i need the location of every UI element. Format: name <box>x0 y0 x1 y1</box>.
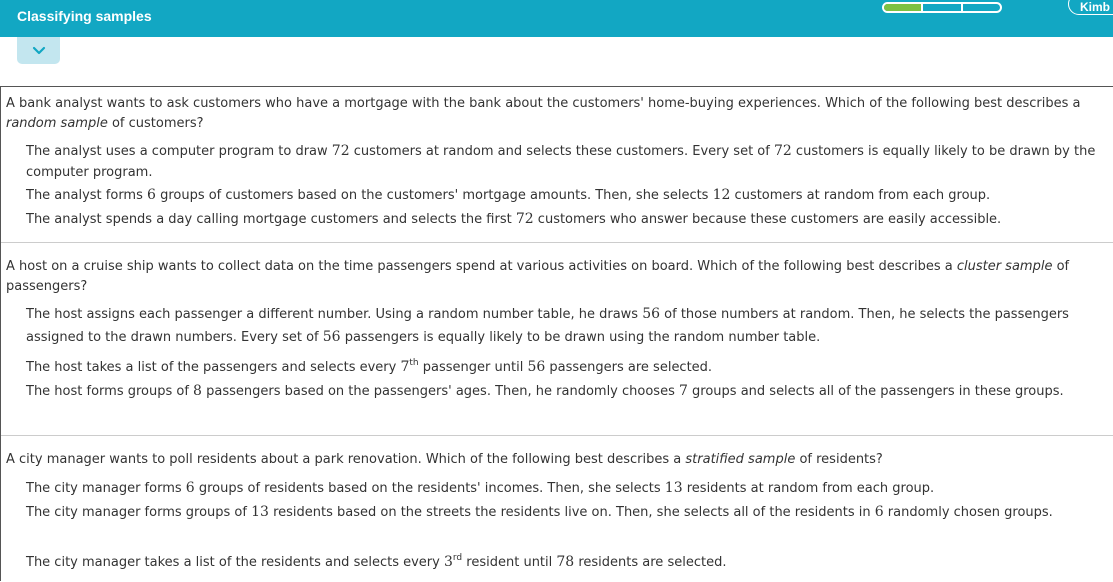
question-item <box>1 243 1113 436</box>
answer-option[interactable]: The city manager takes a list of the residents and selects every 3rd resident until 78 residents are selected. <box>26 552 727 570</box>
answer-option[interactable]: The host forms groups of 8 passengers based on the passengers' ages. Then, he randomly chooses 7 groups and selects all of the passengers in these groups. <box>26 383 1064 399</box>
answer-option[interactable]: The host takes a list of the passengers and selects every 7th passenger until 56 passengers are selected. <box>26 357 713 375</box>
answer-option[interactable]: The city manager forms groups of 13 residents based on the streets the residents live on. Then, she selects all of the residents in 6 randomly chosen groups. <box>26 504 1053 520</box>
prompt-text: A bank analyst wants to ask customers who have a mortgage with the bank about the customers' home-buying experiences. Which of the following best describes a <box>6 96 1081 111</box>
question-item <box>1 436 1113 582</box>
question-panel <box>0 86 1113 581</box>
prompt-text: A city manager wants to poll residents about a park renovation. Which of the following best describes a <box>6 452 686 467</box>
answer-option[interactable]: The analyst forms 6 groups of customers based on the customers' mortgage amounts. Then, she selects 12 customers at random from each group. <box>26 187 991 203</box>
prompt-text: A host on a cruise ship wants to collect data on the time passengers spend at various activities on board. Which of the following best describes a <box>6 259 957 274</box>
answer-option[interactable]: The host assigns each passenger a different number. Using a random number table, he draws 56 of those numbers at random. Then, he selects the passengers assigned to the drawn numbers. Every set of 56 passengers is equally likely to be drawn using the random number table. <box>26 306 1069 345</box>
prompt-text: of customers? <box>107 116 204 131</box>
progress-bar <box>882 2 1002 13</box>
answer-option[interactable]: The analyst uses a computer program to draw 72 customers at random and selects these customers. Every set of 72 customers is equally likely to be drawn by the computer program. <box>26 143 1096 180</box>
progress-segment <box>884 4 923 11</box>
topic-dropdown-button[interactable] <box>17 37 60 64</box>
question-prompt <box>6 257 1096 297</box>
question-item <box>1 87 1113 243</box>
user-menu-button[interactable]: Kimb <box>1068 0 1113 15</box>
question-prompt <box>6 450 1096 470</box>
answer-option[interactable]: The analyst spends a day calling mortgage customers and selects the first 72 customers who answer because these customers are easily accessible. <box>26 211 1002 227</box>
progress-segment <box>963 4 1000 11</box>
topic-title: Classifying samples <box>17 8 152 24</box>
prompt-text: of residents? <box>795 452 883 467</box>
question-prompt <box>6 94 1096 134</box>
top-header-bar <box>0 0 1113 37</box>
prompt-term: stratified sample <box>685 452 796 467</box>
progress-segment <box>923 4 962 11</box>
prompt-term: random sample <box>6 116 108 131</box>
answer-option[interactable]: The city manager forms 6 groups of residents based on the residents' incomes. Then, she selects 13 residents at random from each group. <box>26 480 935 496</box>
chevron-down-icon <box>32 46 46 56</box>
prompt-term: cluster sample <box>956 259 1053 274</box>
prompt-text: of passengers? <box>6 259 1070 294</box>
